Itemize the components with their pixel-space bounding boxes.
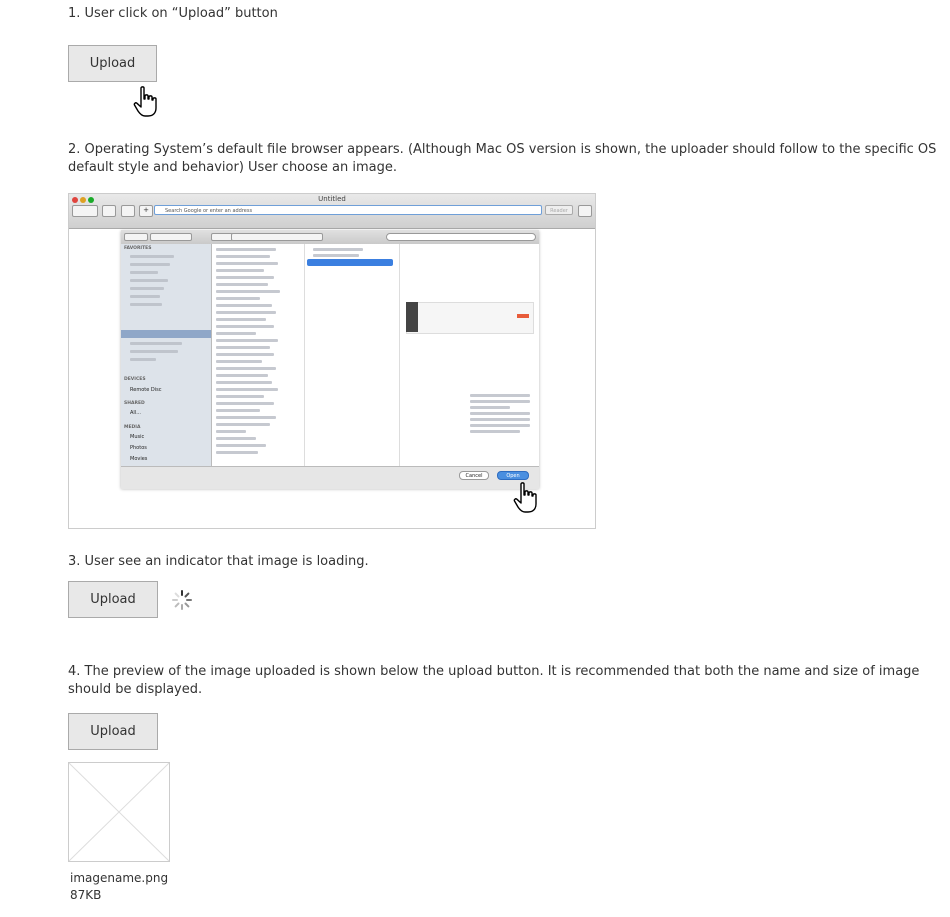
arrange-button[interactable] [211,233,233,241]
sidebar-item-movies[interactable]: Movies [130,456,148,462]
sidebar-item-all[interactable]: All... [130,410,141,416]
step-4-text-line-2: should be displayed. [68,682,203,697]
preview-file-name: imagename.png [70,871,169,885]
hand-cursor-icon [513,482,539,514]
download-icon[interactable] [578,205,592,217]
preview-file-size: 87KB [70,888,102,902]
address-bar[interactable]: Search Google or enter an address [154,205,542,215]
share-icon[interactable] [121,205,135,217]
image-placeholder-icon [69,763,169,861]
view-mode-buttons[interactable] [150,233,192,241]
shared-heading: SHARED [124,401,145,406]
media-heading: MEDIA [124,425,141,430]
icloud-icon[interactable] [102,205,116,217]
sidebar-item-music[interactable]: Music [130,434,145,440]
new-tab-icon[interactable]: + [139,205,153,217]
dialog-search-field[interactable] [386,233,536,241]
hand-cursor-icon [133,86,159,118]
back-forward-buttons[interactable] [72,205,98,217]
browser-toolbar [69,194,595,229]
reader-button[interactable]: Reader [545,205,573,215]
location-dropdown[interactable] [231,233,323,241]
dialog-back-forward[interactable] [124,233,148,241]
favorites-heading: FAVORITES [124,246,152,251]
upload-button[interactable]: Upload [68,581,158,618]
sidebar-item-photos[interactable]: Photos [130,445,147,451]
step-4-text-line-1: 4. The preview of the image uploaded is shown below the upload button. It is recommended that both the name and size of image [68,664,920,679]
window-title: Untitled [318,195,346,203]
upload-button[interactable]: Upload [68,713,158,750]
loading-spinner-icon [171,589,193,611]
step-3-text: 3. User see an indicator that image is loading. [68,554,369,569]
file-browser-screenshot [68,193,596,529]
cancel-button[interactable]: Cancel [459,471,489,480]
sidebar-item-remote-disc[interactable]: Remote Disc [130,387,162,393]
dialog-toolbar [121,230,539,245]
step-2-text-line-1: 2. Operating System’s default file browser appears. (Although Mac OS version is shown, the uploader should follow to the specific OS [68,142,937,157]
open-file-dialog [121,230,539,488]
file-column-1[interactable] [212,244,305,466]
upload-button[interactable]: Upload [68,45,157,82]
devices-heading: DEVICES [124,377,146,382]
image-preview-placeholder [68,762,170,862]
step-2-text-line-2: default style and behavior) User choose an image. [68,160,397,175]
preview-column [400,244,539,466]
dialog-sidebar [121,244,212,466]
step-1-text: 1. User click on “Upload” button [68,6,278,21]
open-button[interactable]: Open [497,471,529,480]
file-column-2[interactable] [305,244,400,466]
